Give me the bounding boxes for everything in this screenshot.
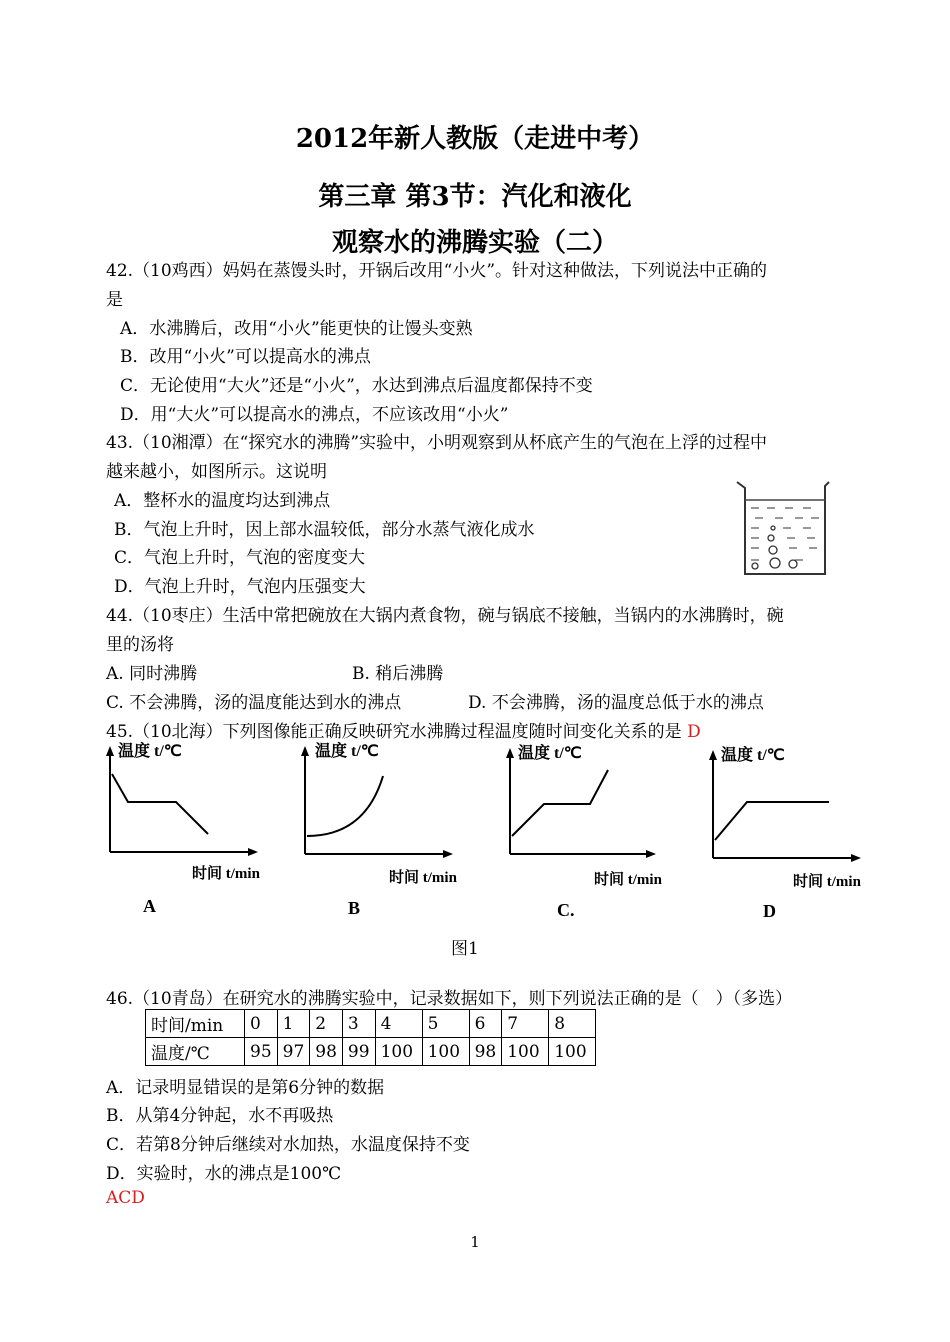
data-table bbox=[145, 1009, 596, 1066]
q45-answer: D bbox=[687, 722, 701, 742]
graph-b-y-label: 温度 t/℃ bbox=[315, 743, 379, 760]
table-cell: 100 bbox=[502, 1038, 549, 1066]
q44-option-d: D. 不会沸腾，汤的温度总低于水的沸点 bbox=[468, 693, 764, 713]
page-number: 1 bbox=[470, 1233, 480, 1251]
graph-b-x-label: 时间 t/min bbox=[389, 870, 457, 886]
q42-option-c: C．无论使用“大火”还是“小火”，水达到沸点后温度都保持不变 bbox=[120, 376, 593, 396]
table-header-temp: 温度/℃ bbox=[146, 1038, 245, 1066]
table-cell: 1 bbox=[277, 1010, 310, 1038]
q44-stem-line2: 里的汤将 bbox=[106, 635, 174, 655]
q43-stem-line1: 43.（10湘潭）在“探究水的沸腾”实验中，小明观察到从杯底产生的气泡在上浮的过程中 bbox=[106, 433, 768, 453]
q44-option-a: A. 同时沸腾 bbox=[106, 664, 198, 684]
table-cell: 100 bbox=[375, 1038, 422, 1066]
q46-stem: 46.（10青岛）在研究水的沸腾实验中，记录数据如下，则下列说法正确的是（ ）（多选） bbox=[106, 989, 793, 1009]
q43-option-a: A．整杯水的温度均达到沸点 bbox=[114, 491, 331, 511]
table-cell: 98 bbox=[469, 1038, 502, 1066]
q43-option-c: C．气泡上升时，气泡的密度变大 bbox=[114, 548, 366, 568]
q42-option-a: A．水沸腾后，改用“小火”能更快的让馒头变熟 bbox=[120, 319, 473, 339]
figure-caption: 图1 bbox=[451, 939, 479, 959]
table-cell: 99 bbox=[342, 1038, 375, 1066]
table-row-time bbox=[146, 1010, 596, 1038]
chapter-title: 第三章 第3节：汽化和液化 bbox=[318, 182, 632, 212]
graph-d-x-label: 时间 t/min bbox=[793, 874, 861, 890]
table-cell: 0 bbox=[245, 1010, 278, 1038]
table-cell: 98 bbox=[310, 1038, 343, 1066]
page-title: 2012年新人教版（走进中考） bbox=[295, 124, 655, 154]
graph-c bbox=[500, 740, 680, 920]
table-cell: 3 bbox=[342, 1010, 375, 1038]
table-cell: 97 bbox=[277, 1038, 310, 1066]
graph-d-label: D bbox=[763, 901, 776, 920]
q46-option-c: C．若第8分钟后继续对水加热，水温度保持不变 bbox=[106, 1135, 470, 1155]
q42-option-d: D．用“大火”可以提高水的沸点，不应该改用“小火” bbox=[120, 405, 509, 425]
table-cell: 6 bbox=[469, 1010, 502, 1038]
q42-stem-line2: 是 bbox=[106, 290, 123, 310]
beaker-figure bbox=[733, 478, 833, 578]
table-cell: 7 bbox=[502, 1010, 549, 1038]
graph-c-label: C. bbox=[557, 900, 575, 920]
graph-b-label: B bbox=[348, 898, 361, 918]
q45-stem-text: 45.（10北海）下列图像能正确反映研究水沸腾过程温度随时间变化关系的是 bbox=[106, 722, 682, 742]
q46-option-d: D．实验时，水的沸点是100℃ bbox=[106, 1164, 342, 1184]
graph-d-y-label: 温度 t/℃ bbox=[721, 747, 785, 764]
table-cell: 8 bbox=[549, 1010, 596, 1038]
q44-stem-line1: 44.（10枣庄）生活中常把碗放在大锅内煮食物，碗与锅底不接触，当锅内的水沸腾时，碗 bbox=[106, 606, 784, 626]
graph-c-x-label: 时间 t/min bbox=[594, 872, 662, 888]
q46-option-b: B．从第4分钟起，水不再吸热 bbox=[106, 1106, 334, 1126]
q44-option-c: C. 不会沸腾，汤的温度能达到水的沸点 bbox=[106, 693, 402, 713]
graph-a-y-label: 温度 t/℃ bbox=[118, 743, 182, 760]
q42-stem-line1: 42.（10鸡西）妈妈在蒸馒头时，开锅后改用“小火”。针对这种做法，下列说法中正确的 bbox=[106, 261, 768, 281]
q42-option-b: B．改用“小火”可以提高水的沸点 bbox=[120, 347, 371, 367]
graph-b bbox=[295, 740, 475, 920]
table-cell: 4 bbox=[375, 1010, 422, 1038]
q46-answer: ACD bbox=[106, 1188, 145, 1208]
q43-option-b: B．气泡上升时，因上部水温较低，部分水蒸气液化成水 bbox=[114, 520, 535, 540]
graph-d bbox=[703, 740, 883, 920]
table-header-time: 时间/min bbox=[146, 1010, 245, 1038]
section-title: 观察水的沸腾实验（二） bbox=[331, 228, 618, 258]
graph-a-label: A bbox=[143, 896, 156, 916]
q44-option-b: B. 稍后沸腾 bbox=[352, 664, 444, 684]
table-cell: 95 bbox=[245, 1038, 278, 1066]
q43-option-d: D．气泡上升时，气泡内压强变大 bbox=[114, 577, 366, 597]
table-cell: 100 bbox=[549, 1038, 596, 1066]
table-row-temp bbox=[146, 1038, 596, 1066]
table-cell: 2 bbox=[310, 1010, 343, 1038]
graph-a-x-label: 时间 t/min bbox=[192, 866, 260, 882]
q46-option-a: A．记录明显错误的是第6分钟的数据 bbox=[106, 1078, 385, 1098]
table-cell: 100 bbox=[422, 1038, 469, 1066]
q45-stem bbox=[106, 717, 701, 742]
table-cell: 5 bbox=[422, 1010, 469, 1038]
graph-a bbox=[100, 740, 280, 920]
q43-stem-line2: 越来越小，如图所示。这说明 bbox=[106, 462, 327, 482]
graph-c-y-label: 温度 t/℃ bbox=[518, 745, 582, 762]
